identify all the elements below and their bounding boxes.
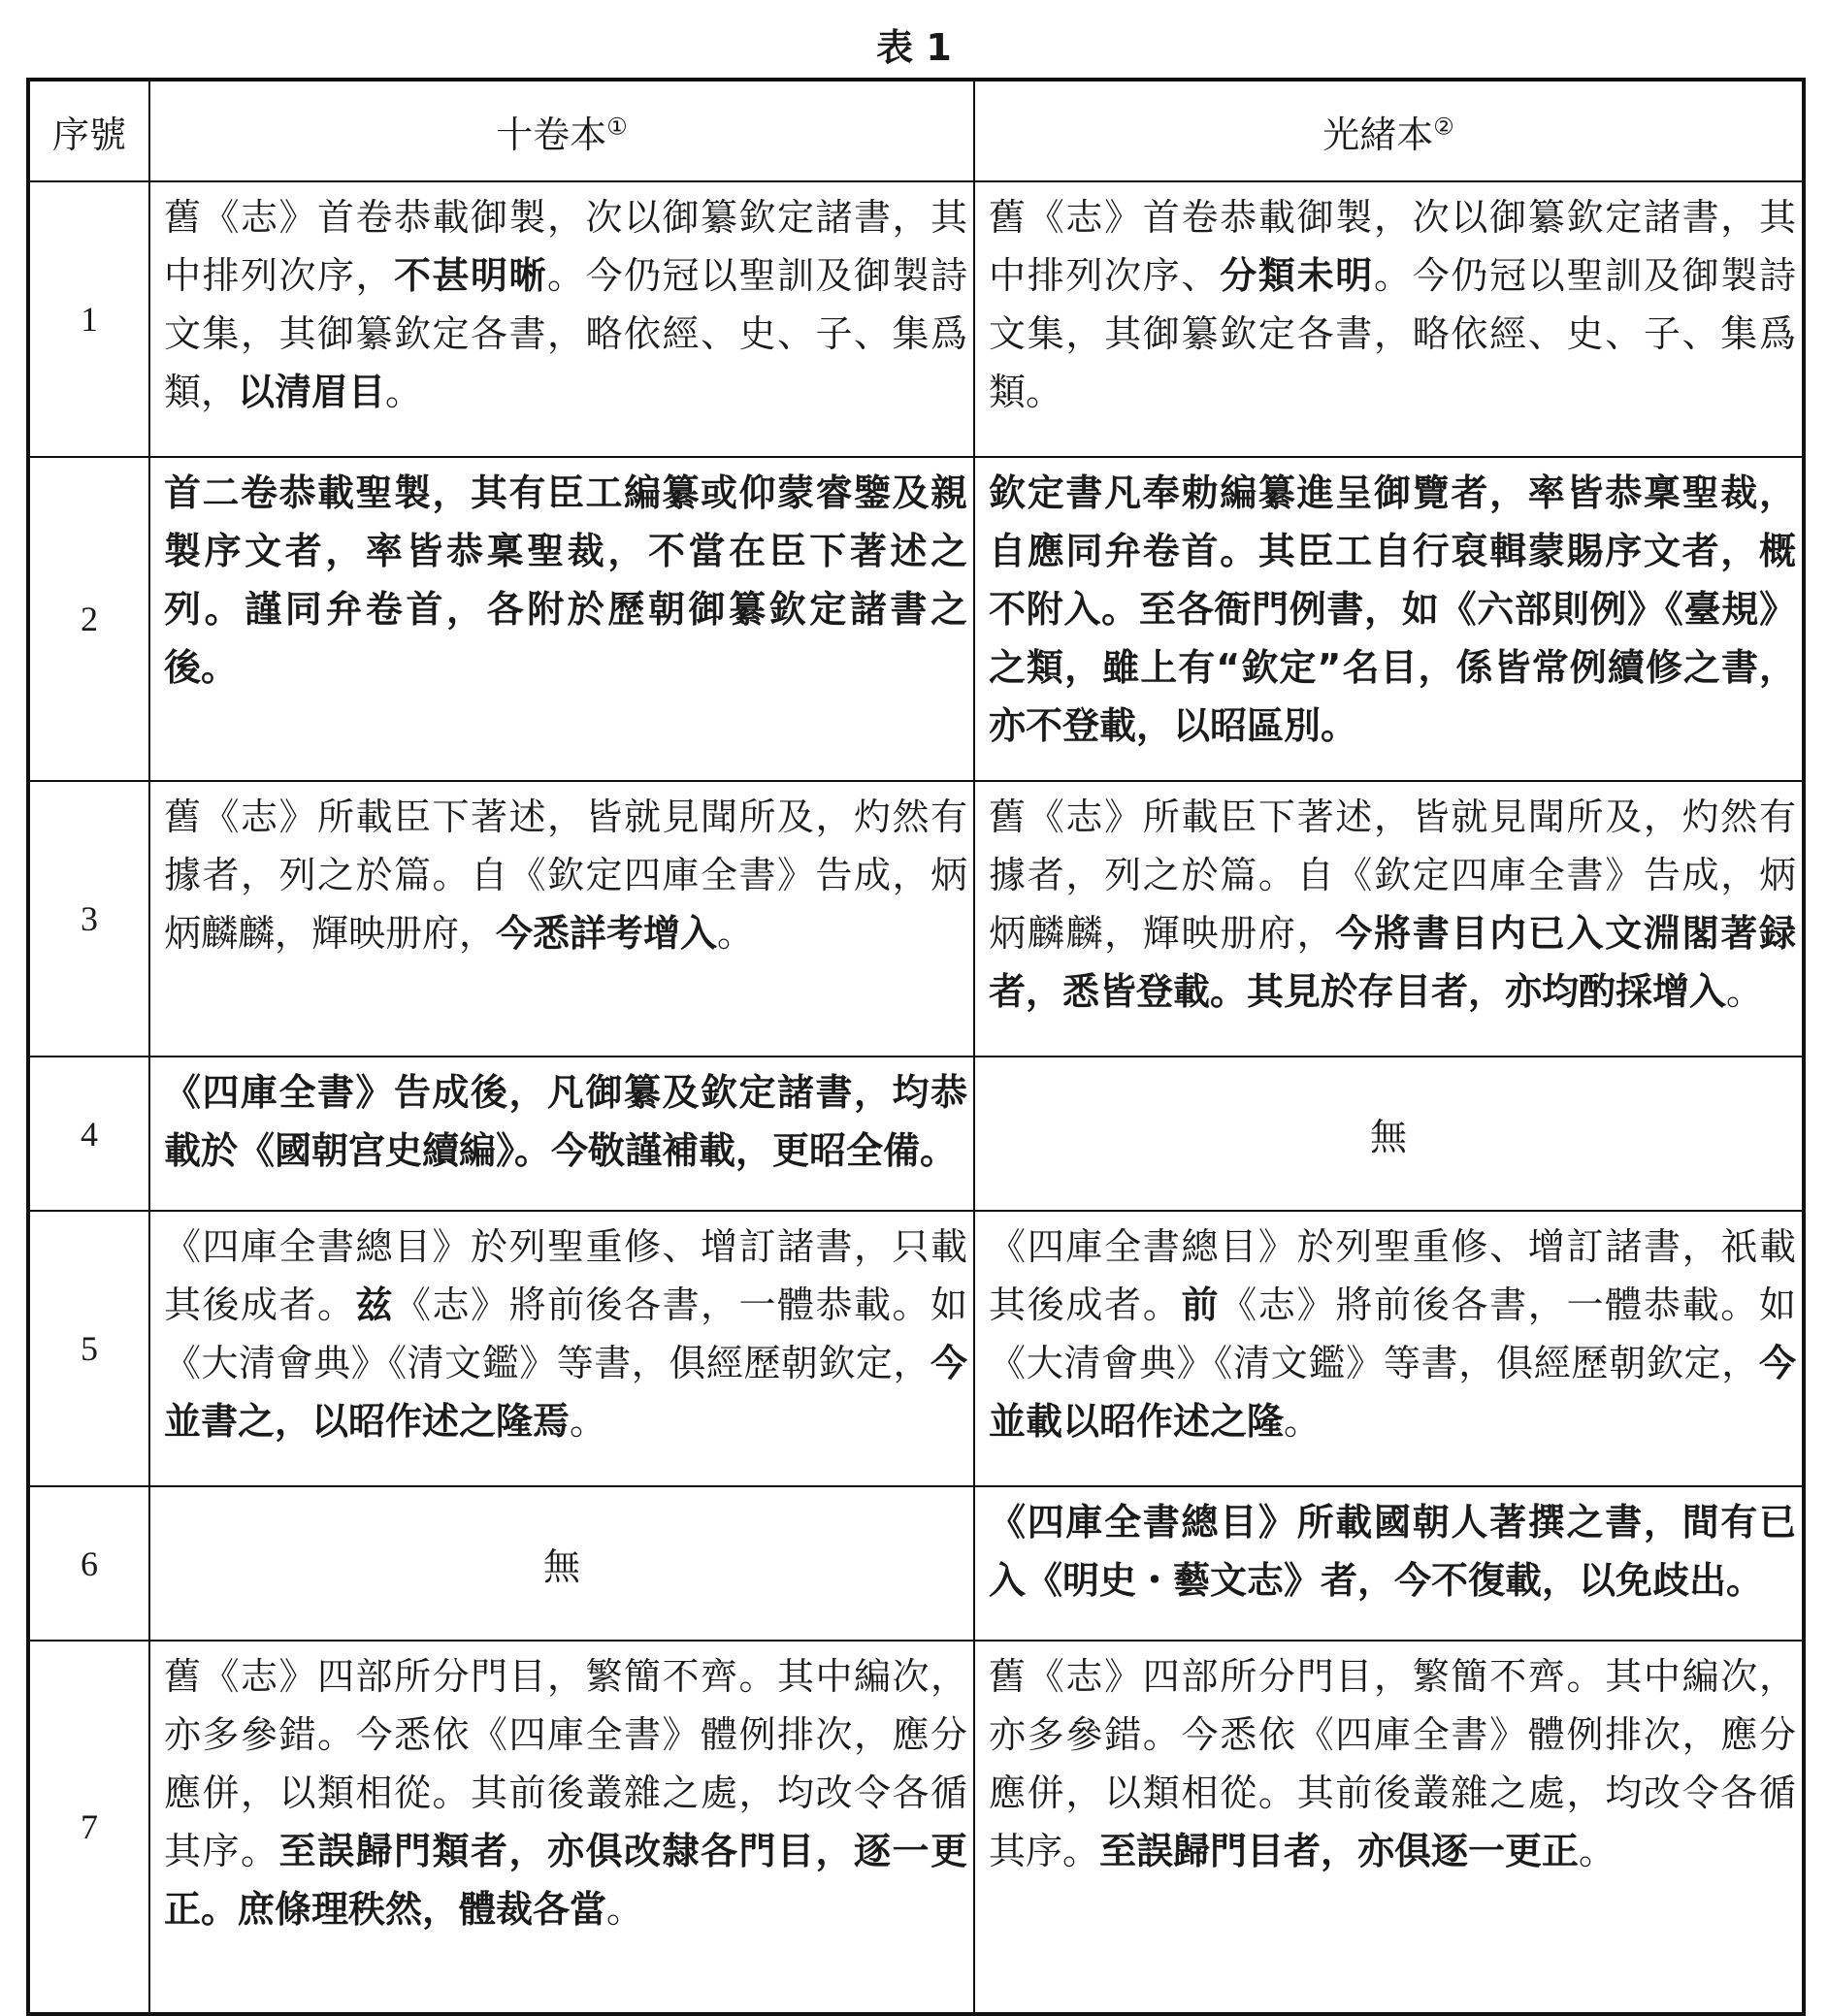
text-segment: 。今仍冠以聖訓及御製詩文集，其御纂欽定各書，略依經、史、子、集爲類。 (989, 254, 1796, 413)
bold-text-segment: 分類未明 (1220, 254, 1374, 297)
text-segment: 《四庫全書總目》於列聖重修、增訂諸書，只載其後成者。 (164, 1225, 967, 1326)
bold-text-segment: 首二卷恭載聖製，其有臣工編纂或仰蒙睿鑒及親製序文者，率皆恭稟聖裁，不當在臣下著述之列。謹同弁卷首，各附於歷朝御纂欽定諸書之後。 (164, 471, 967, 689)
table-row (28, 1486, 1804, 1641)
text-segment: 舊《志》首卷恭載御製，次以御纂欽定諸書，其中排列次序、 (989, 196, 1796, 297)
guangxu-cell (974, 1641, 1804, 2014)
text-segment: 。 (385, 371, 423, 413)
ten-volume-cell: 無 (149, 1486, 974, 1641)
ten-volume-cell (149, 1211, 974, 1486)
row-number: 2 (28, 457, 149, 781)
bold-text-segment: 今並書之，以昭作述之隆焉 (164, 1342, 967, 1443)
header-guangxu-label: 光緒本 (1322, 113, 1434, 156)
bold-text-segment: 《四庫全書總目》所載國朝人著撰之書，間有已入《明史・藝文志》者，今不復載，以免歧出。 (989, 1501, 1796, 1602)
bold-text-segment: 至誤歸門目者，亦俱逐一更正 (1099, 1830, 1580, 1872)
row-number: 1 (28, 181, 149, 457)
guangxu-cell (974, 781, 1804, 1057)
ten-volume-cell (149, 781, 974, 1057)
table-row (28, 457, 1804, 781)
header-guangxu-edition (974, 80, 1804, 181)
row-number: 4 (28, 1057, 149, 1211)
row-number: 6 (28, 1486, 149, 1641)
text-segment: 。 (570, 1400, 607, 1443)
text-segment: 《四庫全書總目》於列聖重修、增訂諸書，祇載其後成者。 (989, 1225, 1796, 1326)
bold-text-segment: 《四庫全書》告成後，凡御纂及欽定諸書，均恭載於《國朝宫史續編》。今敬謹補載，更昭全備。 (164, 1071, 967, 1172)
ten-volume-cell (149, 457, 974, 781)
guangxu-cell: 無 (974, 1057, 1804, 1211)
ten-volume-cell (149, 181, 974, 457)
text-segment: 舊《志》四部所分門目，繁簡不齊。其中編次，亦多參錯。今悉依《四庫全書》體例排次，應分應併，以類相從。其前後叢雜之處，均改令各循其序。 (989, 1655, 1796, 1872)
table-caption: 表 1 (876, 26, 952, 69)
bold-text-segment: 今悉詳考增入 (496, 912, 718, 955)
text-segment: 《志》將前後各書，一體恭載。如《大清會典》《清文鑑》等書，俱經歷朝欽定， (164, 1284, 967, 1384)
header-ten-volume-label: 十卷本 (496, 113, 607, 156)
table-row (28, 181, 1804, 457)
bold-text-segment: 今將書目内已入文淵閣著録者，悉皆登載。其見於存目者，亦均酌採增入 (989, 912, 1796, 1013)
text-segment: 。 (717, 912, 755, 955)
bold-text-segment: 今並載以昭作述之隆 (989, 1342, 1796, 1443)
row-number: 5 (28, 1211, 149, 1486)
text-segment: 《志》將前後各書，一體恭載。如《大清會典》《清文鑑》等書，俱經歷朝欽定， (989, 1284, 1796, 1384)
bold-text-segment: 以清眉目 (238, 371, 386, 413)
header-row (28, 80, 1804, 181)
ten-volume-cell (149, 1641, 974, 2014)
table-row (28, 1057, 1804, 1211)
guangxu-cell (974, 1211, 1804, 1486)
header-ten-volume-edition (149, 80, 974, 181)
table-row (28, 1641, 1804, 2014)
text-segment: 舊《志》所載臣下著述，皆就見聞所及，灼然有據者，列之於篇。自《欽定四庫全書》告成，炳炳麟麟，輝映册府， (164, 796, 967, 955)
table-row (28, 781, 1804, 1057)
guangxu-cell (974, 181, 1804, 457)
header-number: 序號 (28, 80, 149, 181)
table-row (28, 1211, 1804, 1486)
footnote-marker-2: ② (1433, 112, 1454, 140)
footnote-marker-1: ① (606, 112, 628, 140)
text-segment: 。 (1726, 970, 1764, 1013)
text-segment: 。 (1284, 1400, 1322, 1443)
text-segment: 。 (1579, 1830, 1616, 1872)
text-segment: 。今仍冠以聖訓及御製詩文集，其御纂欽定各書，略依經、史、子、集爲類， (164, 254, 967, 413)
bold-text-segment: 欽定書凡奉勅編纂進呈御覽者，率皆恭稟聖裁，自應同弁卷首。其臣工自行裒輯蒙賜序文者，概不附入。至各衙門例書，如《六部則例》《臺規》之類，雖上有“欽定”名目，係皆常例續修之書，亦不登載，以昭區別。 (989, 471, 1796, 747)
text-segment: 舊《志》所載臣下著述，皆就見聞所及，灼然有據者，列之於篇。自《欽定四庫全書》告成，炳炳麟麟，輝映册府， (989, 796, 1796, 955)
row-number: 3 (28, 781, 149, 1057)
text-segment: 。 (606, 1888, 644, 1931)
bold-text-segment: 兹 (355, 1284, 394, 1326)
ten-volume-cell (149, 1057, 974, 1211)
bold-text-segment: 不甚明晰 (394, 254, 547, 297)
comparison-table (26, 78, 1806, 2016)
guangxu-cell (974, 457, 1804, 781)
text-segment: 舊《志》首卷恭載御製，次以御纂欽定諸書，其中排列次序， (164, 196, 967, 297)
bold-text-segment: 前 (1181, 1284, 1221, 1326)
row-number: 7 (28, 1641, 149, 2014)
bold-text-segment: 至誤歸門類者，亦俱改隸各門目，逐一更正。庶條理秩然，體裁各當 (164, 1830, 967, 1931)
text-segment: 舊《志》四部所分門目，繁簡不齊。其中編次，亦多參錯。今悉依《四庫全書》體例排次，應分應併，以類相從。其前後叢雜之處，均改令各循其序。 (164, 1655, 967, 1872)
guangxu-cell (974, 1486, 1804, 1641)
